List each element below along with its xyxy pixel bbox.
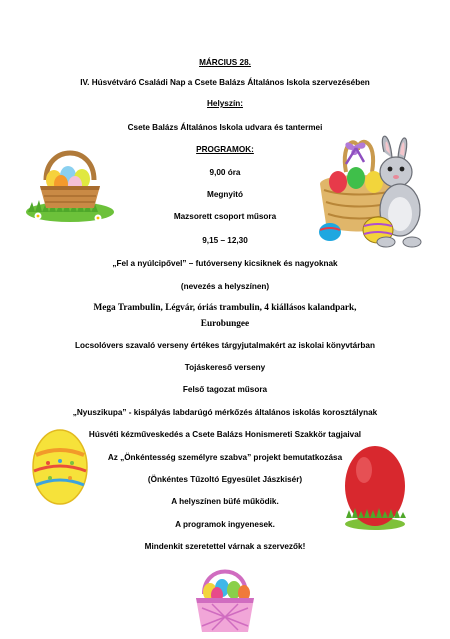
program-line: 9,00 óra (209, 168, 241, 177)
program-line: Mindenkit szeretettel várnak a szervezők! (144, 542, 306, 551)
red-egg-icon (340, 440, 410, 532)
program-line: „Fel a nyúlcipővel” – futóverseny kicsiknek és nagyoknak (112, 259, 338, 268)
program-line: 9,15 – 12,30 (202, 236, 248, 245)
program-line: Eurobungee (200, 319, 250, 329)
yellow-egg-icon (30, 425, 90, 507)
program-line: Mega Trambulin, Légvár, óriás trambulin, 4 kiállásos kalandpark, (93, 303, 357, 313)
location-label: Helyszín: (207, 99, 243, 108)
program-line: (nevezés a helyszínen) (180, 282, 270, 291)
program-line: A programok ingyenesek. (175, 520, 275, 529)
date-heading: MÁRCIUS 28. (199, 58, 251, 67)
program-line: „Nyuszikupa” - kispályás labdarúgó mérkőzés általános iskolás korosztálynak (72, 408, 378, 417)
program-line: Az „Önkéntesség személyre szabva” projekt bemutatkozása (107, 453, 343, 462)
program-line: Felső tagozat műsora (182, 385, 268, 394)
program-line: Húsvéti kézműveskedés a Csete Balázs Honismereti Szakkör tagjaival (88, 430, 362, 439)
program-line: Megnyitó (207, 190, 243, 199)
program-line: Tojáskereső verseny (184, 363, 266, 372)
program-line: (Önkéntes Tűzoltó Egyesület Jászkisér) (147, 475, 303, 484)
program-line: Mazsorett csoport műsora (173, 212, 277, 221)
egg-basket-bottom-icon (192, 562, 258, 636)
event-title: IV. Húsvétváró Családi Nap a Csete Balázs Általános Iskola szervezésében (80, 78, 370, 87)
location-text: Csete Balázs Általános Iskola udvara és tantermei (127, 123, 323, 132)
egg-basket-icon (24, 140, 116, 224)
easter-bunny-icon (312, 132, 430, 248)
programs-label: PROGRAMOK: (196, 145, 254, 154)
program-line: Locsolóvers szavaló verseny értékes tárgyjutalmakért az iskolai könyvtárban (75, 341, 375, 350)
program-line: A helyszínen büfé működik. (171, 497, 279, 506)
